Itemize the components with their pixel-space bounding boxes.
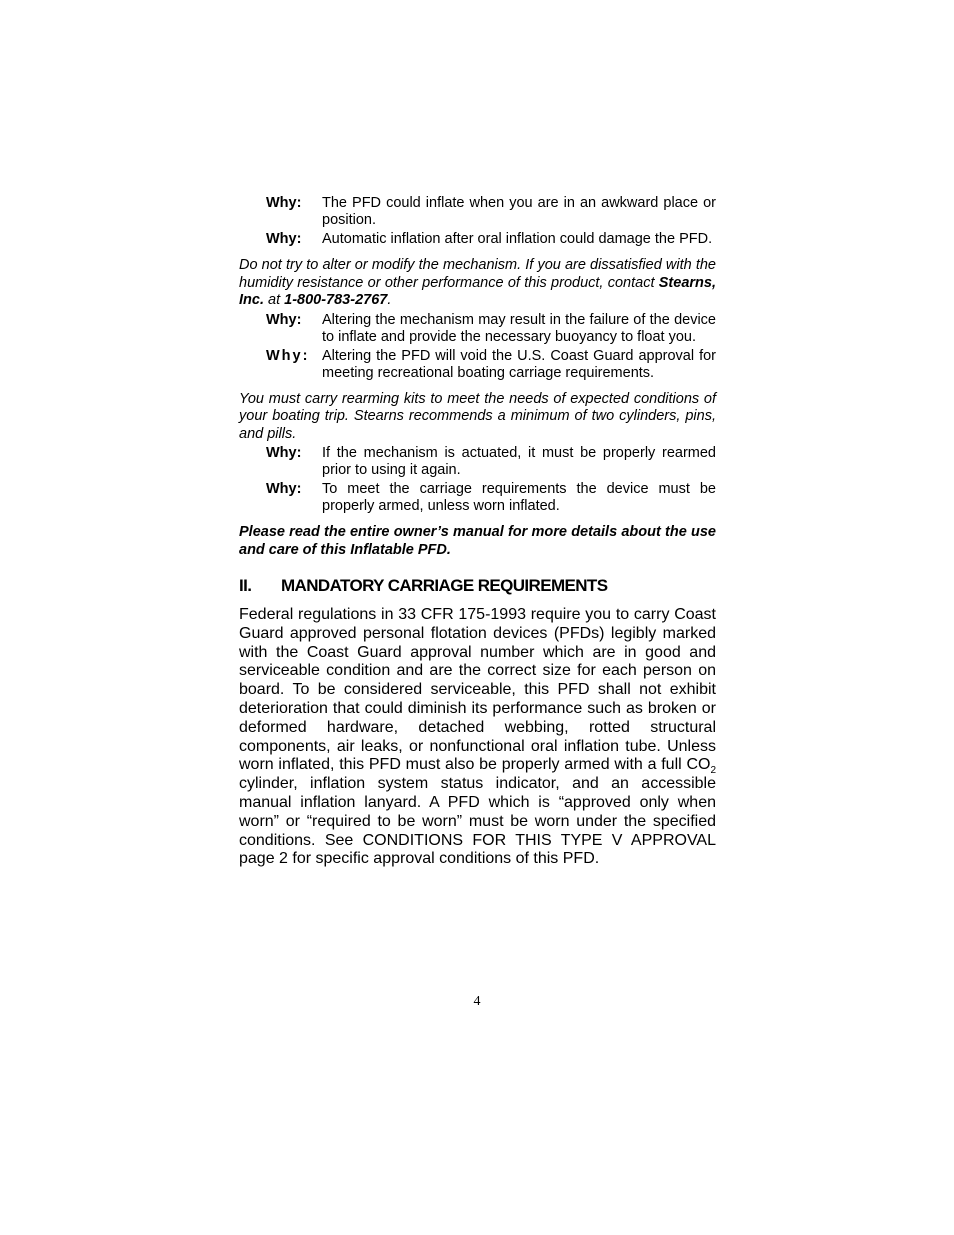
why-text: Altering the mechanism may result in the failure of the device to inflate and provide the necessary buoyancy to float you. (322, 311, 716, 345)
why-text: The PFD could inflate when you are in an awkward place or position. (322, 195, 716, 228)
why-label: Why: (266, 481, 302, 497)
section-heading (239, 576, 716, 596)
why-label: Why: (266, 195, 302, 211)
rearming-kits-paragraph: You must carry rearming kits to meet the needs of expected conditions of your boating trip. Stearns recommends a minimum of two cylinders, pins, and pills. (239, 390, 716, 442)
carriage-text-part2: cylinder, inflation system status indicator, and an accessible manual inflation lanyard. A PFD which is “approved only when worn” or “required to be worn” must be worn under the specified conditions. See CONDITIONS FOR THIS TYPE V APPROVAL page 2 for specific approval conditions of this PFD. (239, 775, 716, 868)
section-title: MANDATORY CARRIAGE REQUIREMENTS (281, 576, 608, 595)
why-item (266, 445, 716, 479)
alter-warning-text: Do not try to alter or modify the mechanism. If you are dissatisfied with the humidity resistance or other performance of this product, contact (239, 257, 716, 291)
section-number: II. (239, 576, 252, 595)
why-label: Why: (266, 311, 302, 328)
why-text: Automatic inflation after oral inflation could damage the PFD. (322, 231, 713, 247)
manual-notice: Please read the entire owner’s manual for more details about the use and care of this Inflatable PFD. (239, 524, 716, 558)
co2-base: CO (686, 756, 711, 774)
why-item (266, 231, 716, 248)
alter-warning-paragraph (239, 257, 716, 310)
why-item (266, 348, 716, 382)
company-name: Stearns, Inc. (239, 274, 716, 308)
co2-subscript: 2 (710, 765, 716, 777)
phone-number: 1-800-783-2767 (284, 292, 388, 308)
why-text: Altering the PFD will void the U.S. Coast Guard approval for meeting recreational boating carriage requirements. (322, 347, 716, 381)
why-item (266, 481, 716, 515)
why-item (266, 312, 716, 346)
why-label: Why: (266, 231, 302, 247)
why-item (266, 195, 716, 229)
why-label: Why: (266, 445, 302, 461)
why-label: Why: (266, 347, 310, 364)
page-content (239, 195, 716, 869)
carriage-requirements-paragraph (239, 606, 716, 869)
page-number: 4 (473, 994, 481, 1009)
alter-warning-end: . (387, 292, 392, 308)
co2-formula (686, 756, 716, 777)
carriage-text-part1: Federal regulations in 33 CFR 175-1993 require you to carry Coast Guard approved personal flotation devices (PFDs) legibly marked with the Coast Guard approval number which are in good and serviceable condition and are the correct size for each person on board. To be considered serviceable, this PFD shall not exhibit deterioration that could diminish its performance such as broken or deformed hardware, detached webbing, rotted structural components, air leaks, or nonfunctional oral inflation tube. Unless worn inflated, this PFD must also be properly armed with a full (239, 606, 716, 774)
why-text: If the mechanism is actuated, it must be properly rearmed prior to using it again. (322, 445, 716, 478)
why-text: To meet the carriage requirements the device must be properly armed, unless worn inflated. (322, 481, 716, 514)
alter-warning-at: at (263, 292, 285, 308)
